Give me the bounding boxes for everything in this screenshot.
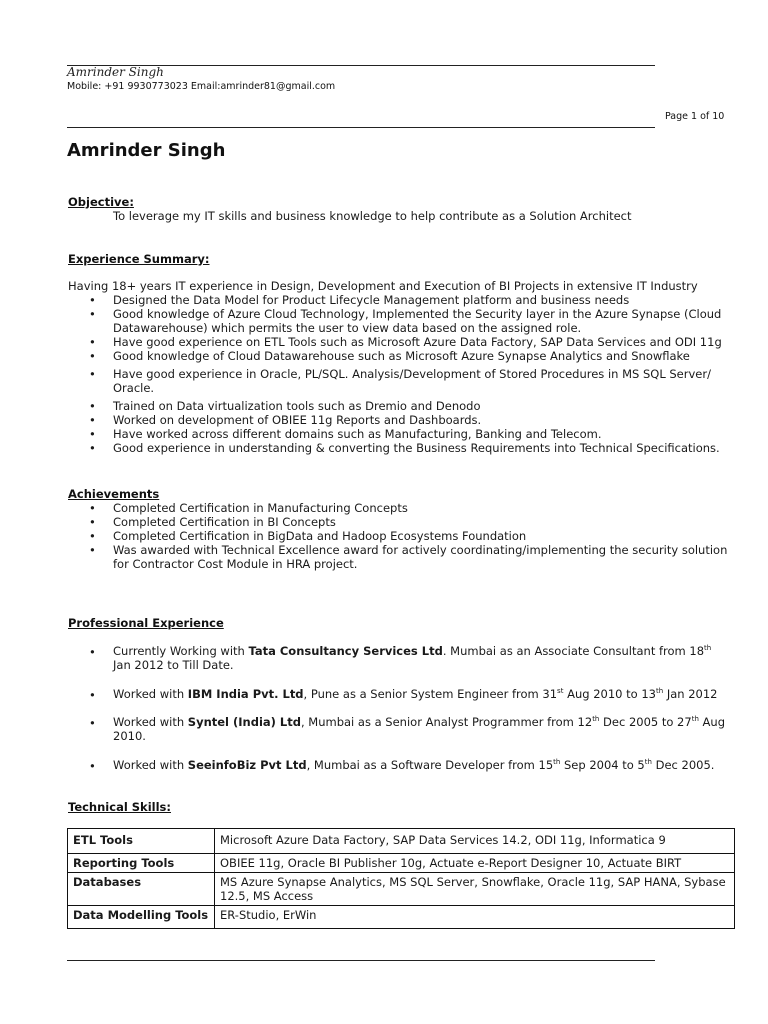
page-title: Amrinder Singh bbox=[67, 140, 226, 161]
header-bottom-rule bbox=[67, 127, 655, 128]
objective-heading: Objective: bbox=[68, 195, 134, 209]
list-item: • Worked on development of OBIEE 11g Reports and Dashboards. bbox=[0, 413, 733, 427]
company-name: Tata Consultancy Services Ltd bbox=[248, 644, 443, 658]
list-item: • Was awarded with Technical Excellence award for actively coordinating/implementing the security solution for Contractor Cost Module in HRA project. bbox=[0, 543, 733, 571]
experience-summary-list bbox=[0, 293, 722, 455]
bullet-icon: • bbox=[89, 645, 96, 659]
bullet-icon: • bbox=[89, 716, 96, 730]
skill-value: MS Azure Synapse Analytics, MS SQL Server, Snowflake, Oracle 11g, SAP HANA, Sybase 12.5, MS Access bbox=[215, 873, 735, 906]
table-row bbox=[68, 906, 735, 929]
achievements-list bbox=[0, 501, 728, 571]
skill-category: Databases bbox=[68, 873, 215, 906]
table-row bbox=[68, 854, 735, 873]
page-number: Page 1 of 10 bbox=[665, 111, 725, 122]
table-row bbox=[68, 829, 735, 854]
list-item: • Good knowledge of Cloud Datawarehouse such as Microsoft Azure Synapse Analytics and Snowflake bbox=[0, 349, 733, 363]
skill-value: ER-Studio, ErWin bbox=[215, 906, 735, 929]
professional-experience-heading: Professional Experience bbox=[68, 616, 224, 630]
technical-skills-heading: Technical Skills: bbox=[68, 800, 171, 814]
company-name: SeeinfoBiz Pvt Ltd bbox=[187, 758, 307, 772]
experience-summary-intro: Having 18+ years IT experience in Design, Development and Execution of BI Projects in extensive IT Industry bbox=[68, 279, 698, 293]
skill-category: ETL Tools bbox=[68, 829, 215, 854]
table-row bbox=[68, 873, 735, 906]
technical-skills-table bbox=[67, 828, 735, 929]
header-contact: Mobile: +91 9930773023 Email:amrinder81@gmail.com bbox=[67, 81, 336, 92]
bullet-icon: • bbox=[89, 688, 96, 702]
header-name: Amrinder Singh bbox=[67, 65, 164, 79]
list-item: • Completed Certification in BI Concepts bbox=[0, 515, 733, 529]
list-item: • Good experience in understanding & converting the Business Requirements into Technical Specifications. bbox=[0, 441, 733, 455]
skill-value: OBIEE 11g, Oracle BI Publisher 10g, Actuate e-Report Designer 10, Actuate BIRT bbox=[215, 854, 735, 873]
objective-text: To leverage my IT skills and business knowledge to help contribute as a Solution Architect bbox=[113, 209, 632, 223]
company-name: Syntel (India) Ltd bbox=[187, 715, 301, 729]
list-item: • Have worked across different domains such as Manufacturing, Banking and Telecom. bbox=[0, 427, 733, 441]
list-item: • Have good experience in Oracle, PL/SQL. Analysis/Development of Stored Procedures in MS SQL Server/ Oracle. bbox=[0, 367, 733, 395]
list-item: • Trained on Data virtualization tools such as Dremio and Denodo bbox=[0, 399, 733, 413]
list-item: • Designed the Data Model for Product Lifecycle Management platform and business needs bbox=[0, 293, 733, 307]
list-item: • Completed Certification in BigData and Hadoop Ecosystems Foundation bbox=[0, 529, 733, 543]
skill-category: Reporting Tools bbox=[68, 854, 215, 873]
list-item: • Completed Certification in Manufacturing Concepts bbox=[0, 501, 733, 515]
bullet-icon: • bbox=[89, 759, 96, 773]
achievements-heading: Achievements bbox=[68, 487, 160, 501]
skill-value: Microsoft Azure Data Factory, SAP Data Services 14.2, ODI 11g, Informatica 9 bbox=[215, 829, 735, 854]
company-name: IBM India Pvt. Ltd bbox=[187, 687, 304, 701]
experience-summary-heading: Experience Summary: bbox=[68, 252, 210, 266]
list-item: • Good knowledge of Azure Cloud Technology, Implemented the Security layer in the Azure Synapse (Cloud Datawarehouse) which permits the user to view data based on the assigned role. bbox=[0, 307, 733, 335]
list-item: • Have good experience on ETL Tools such as Microsoft Azure Data Factory, SAP Data Services and ODI 11g bbox=[0, 335, 733, 349]
skill-category: Data Modelling Tools bbox=[68, 906, 215, 929]
footer-rule bbox=[67, 960, 655, 961]
